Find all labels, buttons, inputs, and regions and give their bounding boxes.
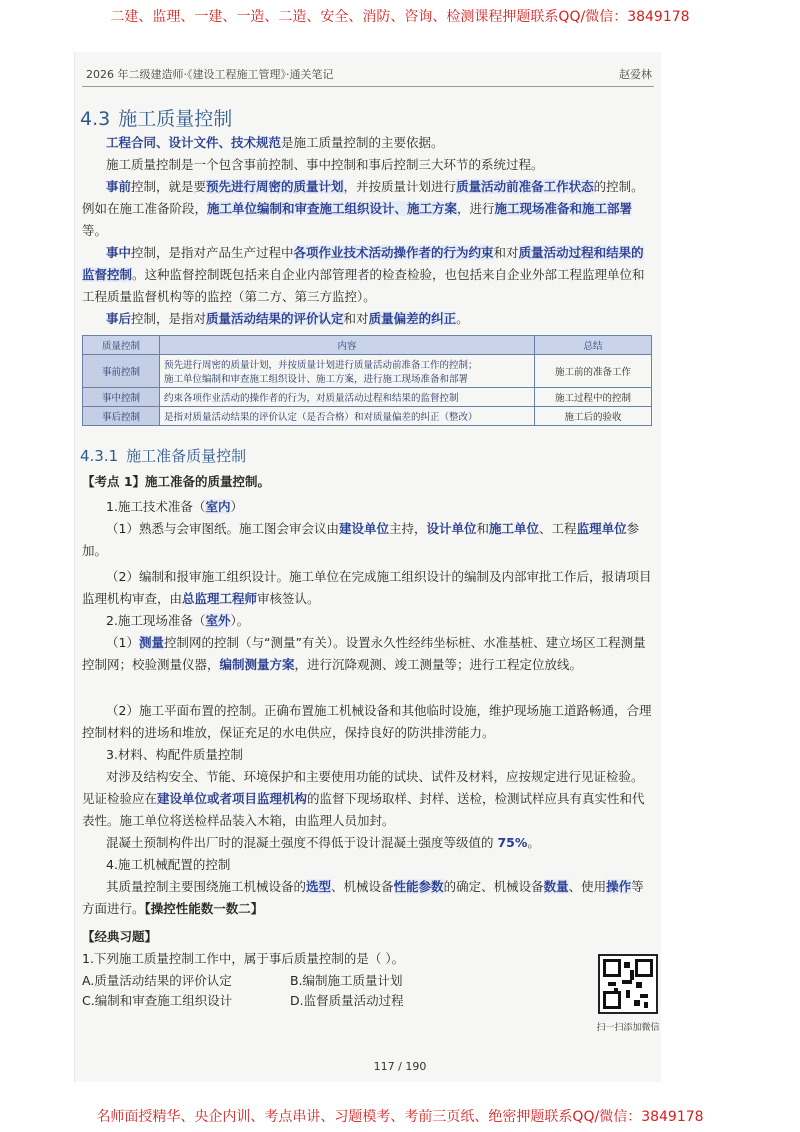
body-text: （2）编制和报审施工组织设计。施工单位在完成施工组织设计的编制及内部审批工作后，报请项目监理机构审查，由 — [82, 569, 652, 606]
page-number: 117 / 190 — [373, 1060, 427, 1073]
section-number: 4.3 — [80, 108, 111, 130]
paragraph-system — [82, 154, 654, 176]
item-machinery-detail — [82, 876, 654, 920]
row-content: 约束各项作业活动的操作者的行为，对质量活动过程和结果的监督控制 — [160, 388, 535, 407]
subsection-heading — [80, 445, 246, 466]
body-text: 、工程 — [539, 521, 577, 536]
body-text: ，进行 — [457, 201, 495, 216]
highlight-text: 室外 — [205, 613, 231, 628]
body-text: 和 — [476, 521, 490, 536]
table-row — [83, 388, 652, 407]
row-label: 事中控制 — [83, 388, 160, 407]
body-text: 和对 — [343, 311, 369, 326]
highlight-text: 质量活动结果的评价认定 — [206, 311, 344, 326]
body-text: （1）熟悉与会审图纸。施工图会审会议由 — [106, 521, 339, 536]
bottom-banner: 名师面授精华、央企内训、考点串讲、习题模考、考前三页纸、绝密押题联系QQ/微信：3849178 — [96, 1109, 704, 1125]
content-line: 施工单位编制和审查施工组织设计、施工方案，进行施工现场准备和部署 — [164, 374, 469, 385]
item-materials — [82, 744, 654, 766]
highlight-text: 质量偏差的纠正 — [368, 311, 457, 326]
item-site-layout — [82, 700, 654, 744]
highlight-text: 质量活动前准备工作状态 — [456, 179, 594, 194]
body-text: 。这种监督控制既包括来自企业内部管理者的检查检验，也包括来自企业外部工程监理单位和工程质量监督机构等的监控（第二方、第三方监控）。 — [82, 267, 645, 304]
emphasis-text: 编制测量方案 — [219, 657, 295, 672]
section-title: 施工质量控制 — [118, 108, 233, 130]
table-header: 内容 — [160, 336, 535, 355]
body-text: 的控制。例如在施工准备阶段， — [82, 179, 644, 216]
body-text: ，并按质量计划进行 — [343, 179, 457, 194]
item-concrete-strength — [82, 832, 654, 854]
row-content — [160, 355, 535, 388]
item-construction-plan — [82, 566, 654, 610]
body-text: 控制，是指对产品生产过程中 — [131, 245, 294, 260]
item-machinery — [82, 854, 654, 876]
item-tech-prep — [82, 496, 654, 518]
body-text: 等方面进行。 — [82, 879, 644, 916]
body-text: 参加。 — [82, 521, 640, 558]
body-text: 控制，就是要 — [131, 179, 207, 194]
row-label: 事后控制 — [83, 407, 160, 426]
body-text: ，进行沉降观测、竣工测量等；进行工程定位放线。 — [294, 657, 583, 672]
body-text: 控制，是指对 — [131, 311, 207, 326]
body-text: （2）施工平面布置的控制。正确布置施工机械设备和其他临时设施，维护现场施工道路畅通，合理控制材料的进场和堆放，保证充足的水电供应，保持良好的防洪排涝能力。 — [82, 703, 652, 740]
highlight-text: 预先进行周密的质量计划 — [206, 179, 344, 194]
body-text: 和对 — [493, 245, 519, 260]
body-text: 等。 — [82, 223, 108, 238]
option-d: D.监督质量活动过程 — [290, 993, 404, 1008]
book-title: 2026 年二级建造师·《建设工程施工管理》·通关笔记 — [86, 68, 334, 81]
exercise-question: 1.下列施工质量控制工作中，属于事后质量控制的是（ ）。 — [82, 951, 405, 966]
emphasis-text: 总监理工程师 — [182, 591, 258, 606]
body-text: 是施工质量控制的主要依据。 — [281, 135, 444, 150]
body-text: 主持， — [388, 521, 427, 536]
body-text: 、使用 — [568, 879, 607, 894]
option-a: A.质量活动结果的评价认定 — [82, 973, 232, 988]
paragraph-pre-control — [82, 176, 654, 242]
exercise-heading: 【经典习题】 — [82, 929, 158, 944]
body-text: 审核签认。 — [257, 591, 320, 606]
highlight-text: 室内 — [205, 499, 231, 514]
highlight-text: 数量 — [543, 879, 569, 894]
body-text: 的确定、机械设备 — [443, 879, 544, 894]
highlight-text: 选型 — [306, 879, 332, 894]
body-text: 。 — [456, 311, 469, 326]
running-header — [86, 66, 652, 82]
body-text: 的监督下现场取样、封样、送检，检测试样应具有真实性和代表性。施工单位将送检样品装入木箱，由监理人员加封。 — [82, 791, 645, 828]
row-content: 是指对质量活动结果的评价认定（是否合格）和对质量偏差的纠正（整改） — [160, 407, 535, 426]
option-b: B.编制施工质量计划 — [290, 973, 403, 988]
paragraph-post-control — [82, 308, 654, 330]
item-witness-testing — [82, 766, 654, 832]
table-header: 总结 — [535, 336, 652, 355]
body-text: 。 — [527, 835, 540, 850]
emphasis-text: 事中 — [106, 245, 132, 260]
body-text: ）。 — [230, 613, 250, 628]
highlight-text: 测量 — [138, 635, 164, 650]
highlight-text: 质量活动过程和结果的监督控制 — [82, 245, 644, 282]
quality-control-table — [82, 335, 652, 426]
highlight-text: 各项作业技术活动操作者的行为约束 — [293, 245, 494, 260]
body-text: 4.施工机械配置的控制 — [106, 857, 231, 872]
row-summary: 施工后的验收 — [535, 407, 652, 426]
emphasis-text: 事后 — [106, 311, 132, 326]
emphasis-text: 建设单位 — [338, 521, 389, 536]
highlight-text: 性能参数 — [393, 879, 444, 894]
option-c: C.编制和审查施工组织设计 — [82, 993, 233, 1008]
content-line: 预先进行周密的质量计划，并按质量计划进行质量活动前准备工作的控制； — [164, 360, 478, 371]
emphasis-text: 工程合同、设计文件、技术规范 — [106, 135, 282, 150]
row-summary: 施工过程中的控制 — [535, 388, 652, 407]
row-summary: 施工前的准备工作 — [535, 355, 652, 388]
top-banner: 二建、监理、一建、一造、二造、安全、消防、咨询、检测课程押题联系QQ/微信：3849178 — [110, 9, 690, 25]
highlight-text: 操作 — [606, 879, 632, 894]
body-text: （1） — [106, 635, 139, 650]
emphasis-text: 监理单位 — [576, 521, 627, 536]
item-drawing-review — [82, 518, 654, 562]
qr-caption: 扫一扫添加微信 — [596, 1023, 660, 1033]
emphasis-text: 75% — [497, 835, 528, 850]
emphasis-text: 事前 — [106, 179, 132, 194]
table-header: 质量控制 — [83, 336, 160, 355]
body-text: 混凝土预制构件出厂时的混凝土强度不得低于设计混凝土强度等级值的 — [106, 835, 498, 850]
emphasis-text: 建设单位或者项目监理机构 — [157, 791, 308, 806]
body-text: 2.施工现场准备（ — [106, 613, 206, 628]
table-header-row — [83, 336, 652, 355]
wechat-qr-code — [598, 954, 658, 1014]
highlight-text: 施工单位编制和审查施工组织设计、施工方案 — [207, 201, 458, 216]
mnemonic-text: 【操控性能数一数二】 — [144, 901, 264, 916]
body-text: 1.施工技术准备（ — [106, 499, 206, 514]
subsection-title: 施工准备质量控制 — [126, 447, 247, 465]
paragraph-basis — [82, 132, 654, 154]
body-text: 、机械设备 — [331, 879, 394, 894]
item-site-prep — [82, 610, 654, 632]
paragraph-in-process-control — [82, 242, 654, 308]
emphasis-text: 设计单位 — [426, 521, 477, 536]
table-row — [83, 407, 652, 426]
author-name: 赵爱林 — [619, 68, 652, 81]
body-text: 控制网的控制（与“测量”有关）。设置永久性经纬坐标桩、水准基桩、建立场区工程测量控制网；校验测量仪器， — [82, 635, 646, 672]
body-text: 3.材料、构配件质量控制 — [106, 747, 243, 762]
table-row — [83, 355, 652, 388]
kaodian-label: 【考点 1】施工准备的质量控制。 — [82, 474, 271, 489]
header-rule — [82, 86, 654, 87]
subsection-number: 4.3.1 — [80, 447, 119, 465]
body-text: ） — [230, 499, 243, 514]
section-heading — [80, 104, 232, 131]
body-text: 施工质量控制是一个包含事前控制、事中控制和事后控制三大环节的系统过程。 — [106, 157, 544, 172]
item-survey-control — [82, 632, 654, 676]
row-label: 事前控制 — [83, 355, 160, 388]
emphasis-text: 施工单位 — [489, 521, 540, 536]
body-text: 其质量控制主要围绕施工机械设备的 — [106, 879, 307, 894]
body-text: 对涉及结构安全、节能、环境保护和主要使用功能的试块、试件及材料，应按规定进行见证检验。见证检验应在 — [82, 769, 644, 806]
highlight-text: 施工现场准备和施工部署 — [494, 201, 633, 216]
